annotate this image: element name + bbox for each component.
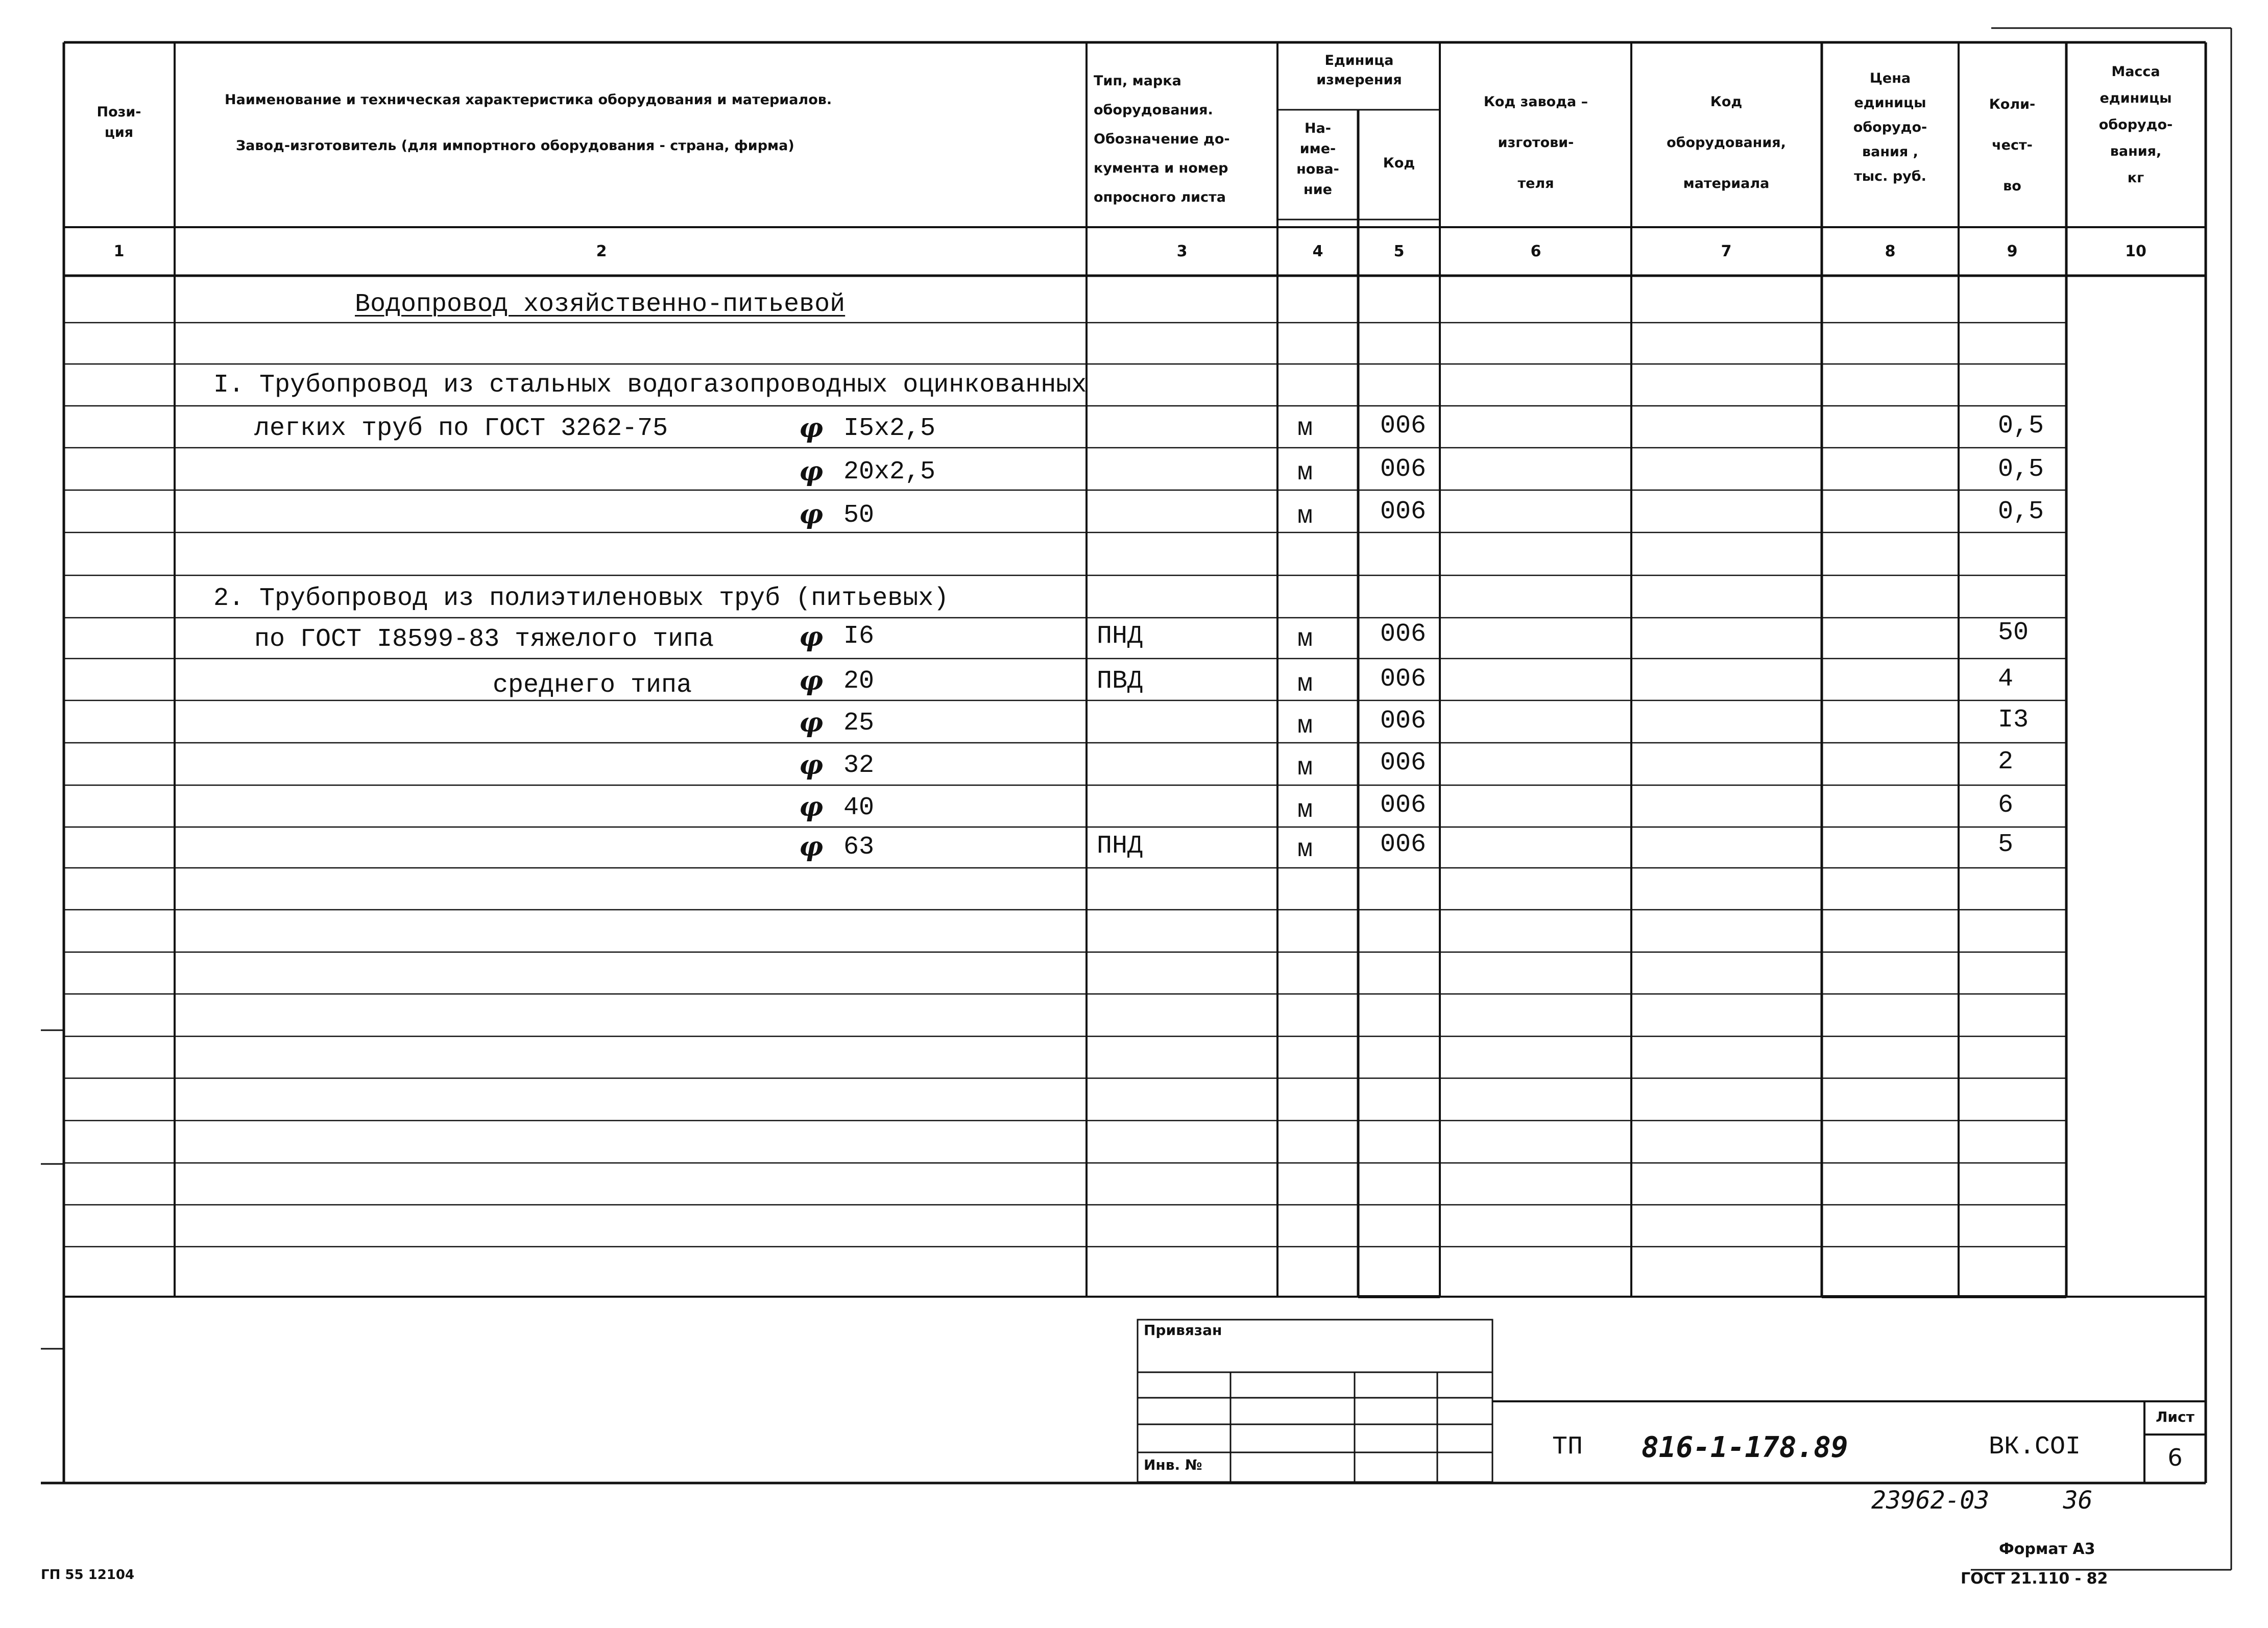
row-unit: м [1297,625,1313,654]
row-qty: I3 [1998,706,2029,735]
row-code: 006 [1380,665,1427,694]
row-text: среднего типа [493,671,692,700]
row-unit: м [1297,502,1313,531]
format-label: Формат А3 [1999,1540,2095,1558]
row-type: ПНД [1097,622,1143,651]
col-number-1: 1 [113,242,125,260]
header-name-line2: Завод-изготовитель (для импортного оборудования - страна, фирма) [236,138,794,154]
row-size: I5х2,5 [843,414,936,443]
row-qty: 4 [1998,665,2014,694]
row-qty: 5 [1998,830,2014,859]
header-price: Цена единицы оборудо- вания , тыс. руб. [1853,70,1927,184]
bottom-left-code: ГП 55 12104 [41,1567,135,1583]
handwritten-note: 23962-03 36 [1871,1486,2093,1515]
row-code: 006 [1380,748,1427,777]
row-code: 006 [1380,411,1427,441]
row-qty: 6 [1998,791,2014,820]
row-qty: 2 [1998,747,2014,776]
header-mass: Масса единицы оборудо- вания, кг [2098,64,2173,186]
row-code: 006 [1380,707,1427,736]
row-qty: 50 [1998,618,2029,647]
row-unit: м [1297,754,1313,783]
col-number-10: 10 [2125,242,2146,260]
diameter-icon: φ [799,621,824,652]
header-unit-name: На- име- нова- ние [1296,120,1339,198]
col-number-2: 2 [596,242,607,260]
col-number-7: 7 [1721,242,1732,260]
row-qty: 0,5 [1998,497,2044,526]
header-quantity: Коли- чест- во [1989,96,2036,194]
diameter-icon: φ [799,749,824,781]
row-unit: м [1297,458,1313,488]
row-unit: м [1297,796,1313,825]
header-type: Тип, марка оборудования. Обозначение до- кумента и номер опросного листа [1094,73,1230,205]
stamp-list-label: Лист [2156,1408,2194,1425]
row-size: 63 [843,833,875,862]
row-qty: 0,5 [1998,411,2044,441]
row-text: легких труб по ГОСТ 3262-75 [254,414,668,443]
diameter-icon: φ [799,665,824,696]
header-position: Пози- ция [96,104,141,140]
row-size: 25 [843,709,875,738]
diameter-icon: φ [799,791,824,822]
col-number-9: 9 [2007,242,2018,260]
row-text: по ГОСТ I8599-83 тяжелого типа [254,625,714,654]
header-name-line1: Наименование и техническая характеристика оборудования и материалов. [225,92,832,108]
row-unit: м [1297,712,1313,741]
row-unit: м [1297,670,1313,699]
stamp-list-number: 6 [2167,1444,2183,1471]
diameter-icon: φ [799,499,824,530]
row-unit: м [1297,414,1313,443]
header-unit: Единица измерения [1316,53,1402,88]
diameter-icon: φ [799,412,824,444]
row-code: 006 [1380,791,1427,820]
col-number-8: 8 [1885,242,1896,260]
stamp-doc-number: 816-1-178.89 [1642,1431,1848,1464]
row-size: 20х2,5 [843,457,936,487]
row-type: ПНД [1097,832,1143,861]
gost-label: ГОСТ 21.110 - 82 [1961,1570,2108,1588]
row-type: ПВД [1097,667,1143,696]
stamp-sheet-code: ВК.СОI [1989,1432,2081,1462]
col-number-3: 3 [1176,242,1188,260]
header-unit-code: Код [1383,155,1415,171]
row-code: 006 [1380,497,1427,526]
row-unit: м [1297,835,1313,864]
row-size: 32 [843,751,875,780]
row-qty: 0,5 [1998,455,2044,484]
diameter-icon: φ [799,456,824,487]
row-size: 50 [843,501,875,530]
stamp-inv-number: Инв. № [1144,1456,1202,1473]
row-code: 006 [1380,620,1427,649]
diameter-icon: φ [799,707,824,738]
col-number-4: 4 [1312,242,1323,260]
stamp-tp: ТП [1552,1432,1583,1462]
col-number-5: 5 [1393,242,1405,260]
row-code: 006 [1380,830,1427,859]
row-code: 006 [1380,455,1427,484]
row-size: 20 [843,667,875,696]
row-text: 2. Трубопровод из полиэтиленовых труб (питьевых) [213,584,949,613]
row-size: 40 [843,793,875,822]
stamp-privyazan: Привязан [1144,1322,1222,1339]
row-text: I. Трубопровод из стальных водогазопроводных оцинкованных [213,371,1087,400]
diameter-icon: φ [799,831,824,862]
header-maker-code: Код завода – изготови- теля [1483,94,1588,191]
row-size: I6 [843,622,875,651]
col-number-6: 6 [1530,242,1541,260]
header-equipment-code: Код оборудования, материала [1667,94,1786,191]
section-title: Водопровод хозяйственно-питьевой [355,290,846,319]
